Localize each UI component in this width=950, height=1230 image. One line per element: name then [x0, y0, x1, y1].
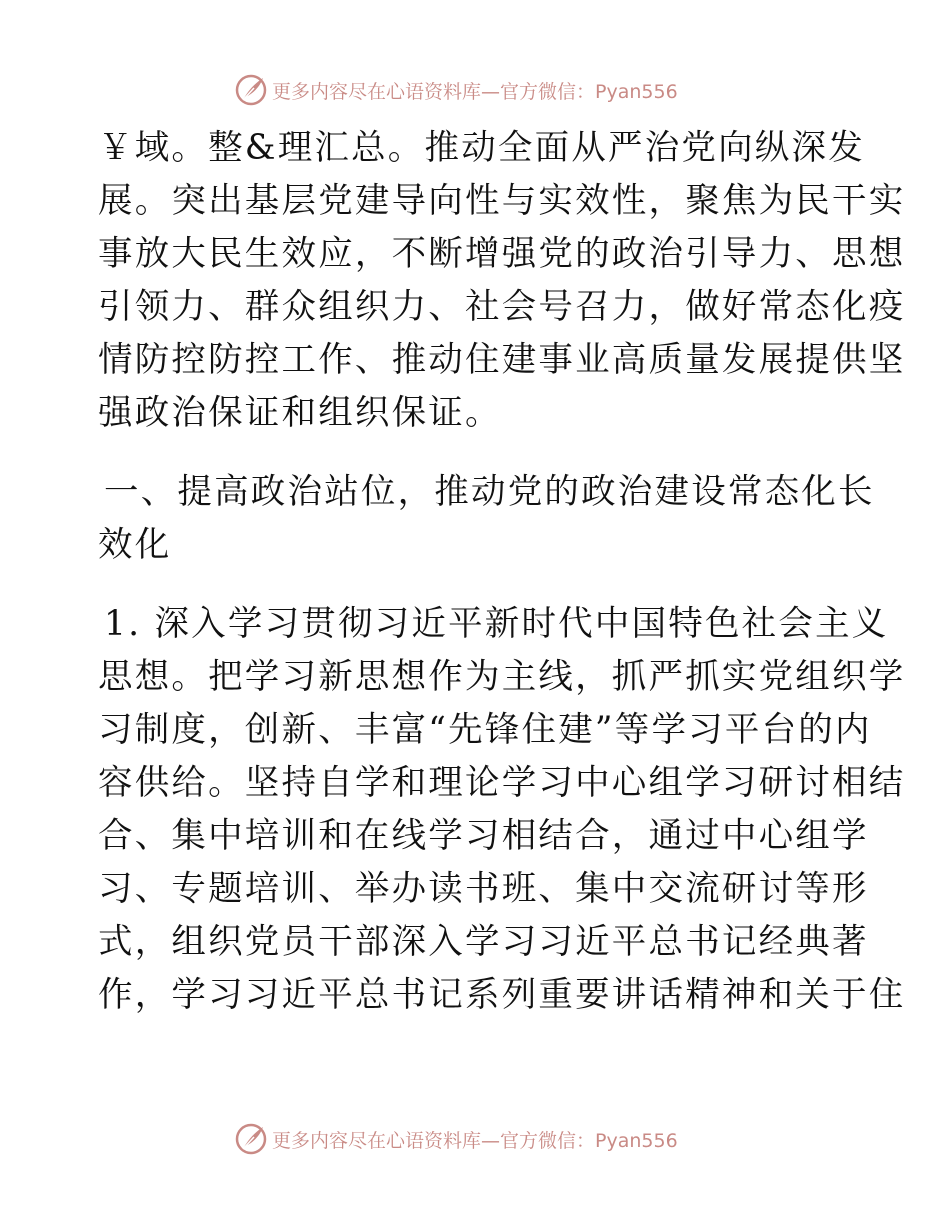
- text-line: 思想。把学习新思想作为主线，抓严抓实党组织学: [98, 657, 906, 697]
- section-heading-line: 一、提高政治站位，推动党的政治建设常态化长: [104, 472, 875, 512]
- text-line: 事放大民生效应，不断增强党的政治引导力、思想: [98, 234, 906, 274]
- text-line: 式，组织党员干部深入学习习近平总书记经典著: [98, 922, 869, 962]
- section-heading-line: 效化: [98, 525, 172, 565]
- text-line: 情防控防控工作、推动住建事业高质量发展提供坚: [98, 340, 906, 380]
- footer-watermark-text: 更多内容尽在心语资料库—官方微信：Pyan556: [272, 1129, 678, 1152]
- header-watermark-text: 更多内容尽在心语资料库—官方微信：Pyan556: [272, 80, 678, 103]
- text-line: 展。突出基层党建导向性与实效性，聚焦为民干实: [98, 181, 906, 221]
- text-line: 作，学习习近平总书记系列重要讲话精神和关于住: [98, 975, 906, 1015]
- feather-pen-logo-icon: [234, 73, 268, 107]
- text-line: 习、专题培训、举办读书班、集中交流研讨等形: [98, 869, 869, 909]
- text-line: 合、集中培训和在线学习相结合，通过中心组学: [98, 816, 869, 856]
- text-line: ￥域。整&理汇总。推动全面从严治党向纵深发: [98, 128, 865, 168]
- text-line: 引领力、群众组织力、社会号召力，做好常态化疫: [98, 287, 906, 327]
- text-line: 容供给。坚持自学和理论学习中心组学习研讨相结: [98, 763, 906, 803]
- document-body: [98, 122, 906, 1022]
- header-watermark-banner: [234, 72, 678, 108]
- text-line: 习制度，创新、丰富“先锋住建”等学习平台的内: [98, 710, 872, 750]
- text-line: 强政治保证和组织保证。: [98, 393, 502, 433]
- text-line: 1. 深入学习贯彻习近平新时代中国特色社会主义: [104, 604, 889, 644]
- feather-pen-logo-icon: [234, 1122, 268, 1156]
- footer-watermark-banner: [234, 1121, 678, 1157]
